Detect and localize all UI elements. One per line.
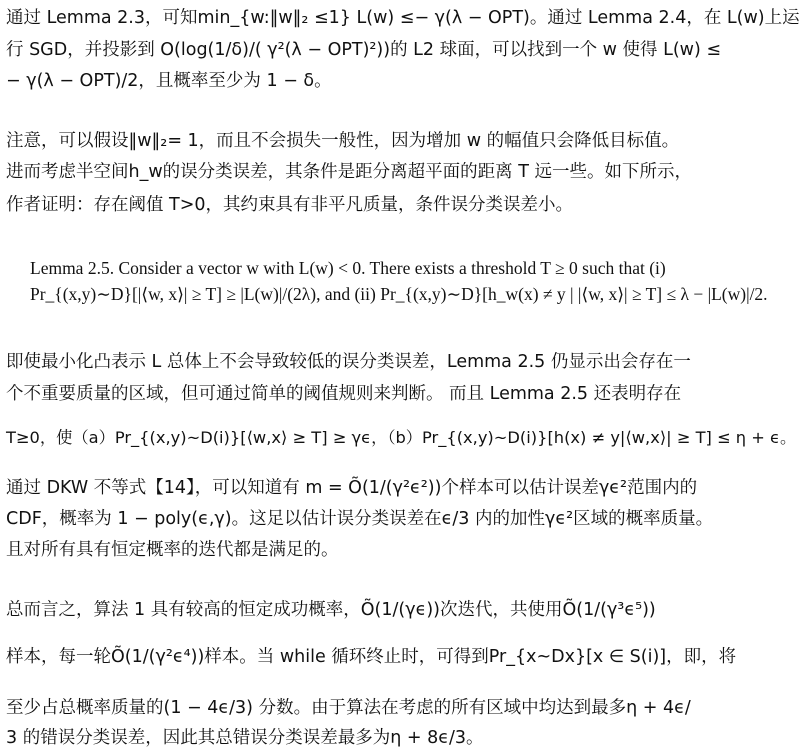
text-line: 总而言之，算法 1 具有较高的恒定成功概率，Õ(1/(γϵ))次迭代，共使用Õ(1/(γ³ϵ⁵)): [6, 600, 656, 620]
text-line: T≥0，使（a）Pr_{(x,y)~D(i)}[⟨w,x⟩ ≥ T] ≥ γϵ，（b）Pr_{(x,y)~D(i)}[h(x) ≠ y|⟨w,x⟩| ≥ T] ≤ η + ϵ。: [6, 428, 797, 447]
text-line: 行 SGD，并投影到 O(log(1/δ)/( γ²(λ − OPT)²))的 L2 球面，可以找到一个 w 使得 L(w) ≤: [6, 40, 722, 60]
lemma-line: Pr_{(x,y)∼D}[|⟨w, x⟩| ≥ T] ≥ |L(w)|/(2λ), and (ii) Pr_{(x,y)∼D}[h_w(x) ≠ y | |⟨w, x⟩| ≥ T] ≤ λ − |L(w)|/2.: [30, 284, 768, 304]
text-line: 通过 Lemma 2.3，可知min_{w:‖w‖₂ ≤1} L(w) ≤− γ(λ − OPT)。通过 Lemma 2.4，在 L(w)上运: [6, 8, 800, 28]
text-line: 注意，可以假设‖w‖₂= 1，而且不会损失一般性，因为增加 w 的幅值只会降低目标值。: [6, 131, 680, 151]
text-line: 个不重要质量的区域，但可通过简单的阈值规则来判断。 而且 Lemma 2.5 还表明存在: [6, 384, 682, 404]
text-line: 至少占总概率质量的(1 − 4ϵ/3) 分数。由于算法在考虑的所有区域中均达到最多η + 4ϵ/: [6, 698, 691, 718]
text-line: 样本，每一轮Õ(1/(γ²ϵ⁴))样本。当 while 循环终止时，可得到Pr_{x~Dx}[x ∈ S(i)]，即，将: [6, 647, 737, 667]
text-line: − γ(λ − OPT)/2，且概率至少为 1 − δ。: [6, 71, 332, 91]
text-line: 3 的错误分类误差，因此其总错误分类误差最多为η + 8ϵ/3。: [6, 728, 484, 748]
text-line: 且对所有具有恒定概率的迭代都是满足的。: [6, 540, 339, 560]
text-line: 通过 DKW 不等式【14】，可以知道有 m = Õ(1/(γ²ϵ²))个样本可以估计误差γϵ²范围内的: [6, 478, 698, 498]
text-line: CDF，概率为 1 − poly(ϵ,γ)。这足以估计误分类误差在ϵ/3 内的加性γϵ²区域的概率质量。: [6, 509, 714, 529]
lemma-line: Lemma 2.5. Consider a vector w with L(w) < 0. There exists a threshold T ≥ 0 such that (i): [30, 258, 666, 278]
text-line: 进而考虑半空间h_w的误分类误差，其条件是距分离超平面的距离 T 远一些。如下所示，: [6, 162, 692, 182]
text-line: 作者证明：存在阈值 T>0，其约束具有非平凡质量，条件误分类误差小。: [6, 195, 574, 215]
text-line: 即使最小化凸表示 L 总体上不会导致较低的误分类误差，Lemma 2.5 仍显示出会存在一: [6, 352, 691, 372]
